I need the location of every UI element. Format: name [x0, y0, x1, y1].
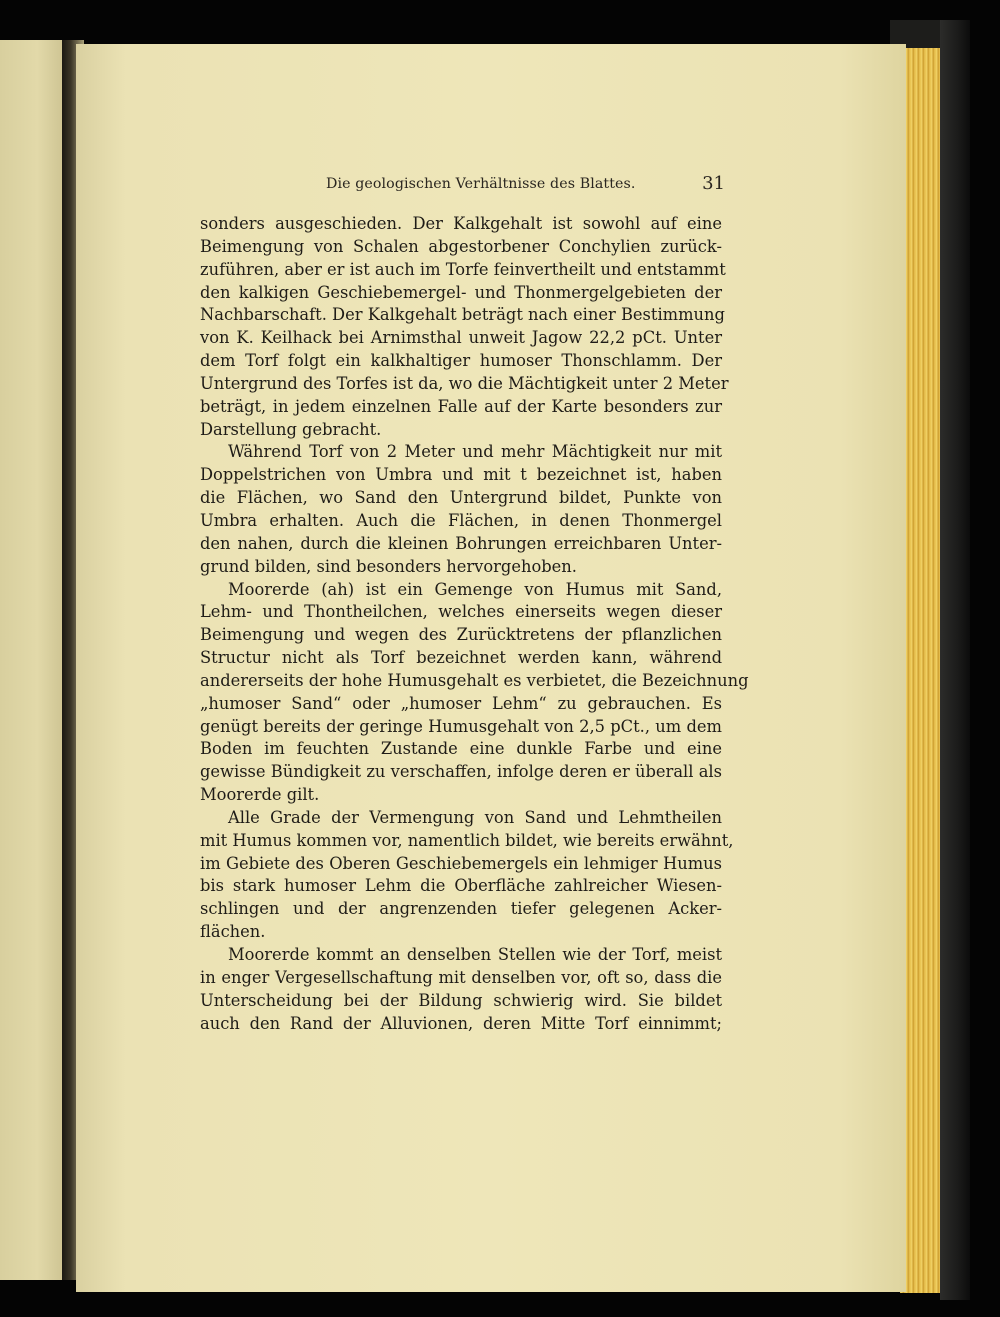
text-line: Lehm- und Thontheilchen, welches einerseits wegen dieser — [200, 602, 722, 622]
page-number: 31 — [702, 173, 725, 194]
text-line: den nahen, durch die kleinen Bohrungen erreichbaren Unter- — [200, 533, 722, 553]
text-line: Structur nicht als Torf bezeichnet werden kann, während — [200, 648, 722, 668]
text-line: Nachbarschaft. Der Kalkgehalt beträgt nach einer Bestimmung — [200, 305, 725, 325]
body-text — [200, 213, 749, 1035]
gilt-page-edges — [900, 48, 940, 1293]
running-title: Die geologischen Verhältnisse des Blattes. — [326, 176, 636, 192]
text-line: andererseits der hohe Humusgehalt es verbietet, die Bezeichnung — [200, 670, 749, 690]
text-line: zuführen, aber er ist auch im Torfe feinvertheilt und entstammt — [200, 259, 726, 279]
text-line: Beimengung von Schalen abgestorbener Conchylien zurück- — [200, 236, 722, 256]
text-line: genügt bereits der geringe Humusgehalt von 2,5 pCt., um dem — [200, 716, 722, 736]
text-line: in enger Vergesellschaftung mit denselben vor, oft so, dass die — [200, 967, 722, 987]
text-line: mit Humus kommen vor, namentlich bildet, wie bereits erwähnt, — [200, 830, 734, 850]
text-line: Boden im feuchten Zustande eine dunkle Farbe und eine — [200, 739, 722, 759]
text-line: „humoser Sand“ oder „humoser Lehm“ zu gebrauchen. Es — [200, 693, 722, 713]
text-line: bis stark humoser Lehm die Oberfläche zahlreicher Wiesen- — [200, 876, 722, 896]
text-line: Umbra erhalten. Auch die Flächen, in denen Thonmergel — [200, 510, 722, 530]
text-line: gewisse Bündigkeit zu verschaffen, infolge deren er überall als — [200, 762, 722, 782]
text-line: Während Torf von 2 Meter und mehr Mächtigkeit nur mit — [228, 442, 722, 462]
text-line: auch den Rand der Alluvionen, deren Mitte Torf einnimmt; — [200, 1013, 722, 1033]
text-line: Untergrund des Torfes ist da, wo die Mächtigkeit unter 2 Meter — [200, 373, 729, 393]
text-line: dem Torf folgt ein kalkhaltiger humoser Thonschlamm. Der — [200, 351, 722, 371]
text-line: Unterscheidung bei der Bildung schwierig wird. Sie bildet — [200, 990, 722, 1010]
text-line: Moorerde gilt. — [200, 785, 320, 805]
text-line: Alle Grade der Vermengung von Sand und Lehmtheilen — [228, 807, 722, 827]
running-head — [200, 173, 725, 200]
text-line: Darstellung gebracht. — [200, 419, 382, 439]
text-line: im Gebiete des Oberen Geschiebemergels ein lehmiger Humus — [200, 853, 722, 873]
text-line: die Flächen, wo Sand den Untergrund bildet, Punkte von — [200, 488, 722, 508]
text-line: von K. Keilhack bei Arnimsthal unweit Jagow 22,2 pCt. Unter — [200, 328, 722, 348]
text-line: flächen. — [200, 922, 266, 942]
text-line: sonders ausgeschieden. Der Kalkgehalt ist sowohl auf eine — [200, 214, 722, 233]
text-line: grund bilden, sind besonders hervorgehoben. — [200, 556, 577, 576]
text-line: Moorerde (ah) ist ein Gemenge von Humus mit Sand, — [228, 579, 722, 599]
facing-page-edge — [0, 40, 62, 1280]
book-cover-spine — [940, 20, 970, 1300]
text-line: schlingen und der angrenzenden tiefer gelegenen Acker- — [200, 899, 722, 919]
text-line: Doppelstrichen von Umbra und mit t bezeichnet ist, haben — [200, 465, 722, 485]
text-line: Moorerde kommt an denselben Stellen wie der Torf, meist — [228, 945, 722, 964]
text-line: beträgt, in jedem einzelnen Falle auf der Karte besonders zur — [200, 396, 722, 416]
text-line: den kalkigen Geschiebemergel- und Thonmergelgebieten der — [200, 282, 722, 302]
text-line: Beimengung und wegen des Zurücktretens der pflanzlichen — [200, 625, 722, 645]
